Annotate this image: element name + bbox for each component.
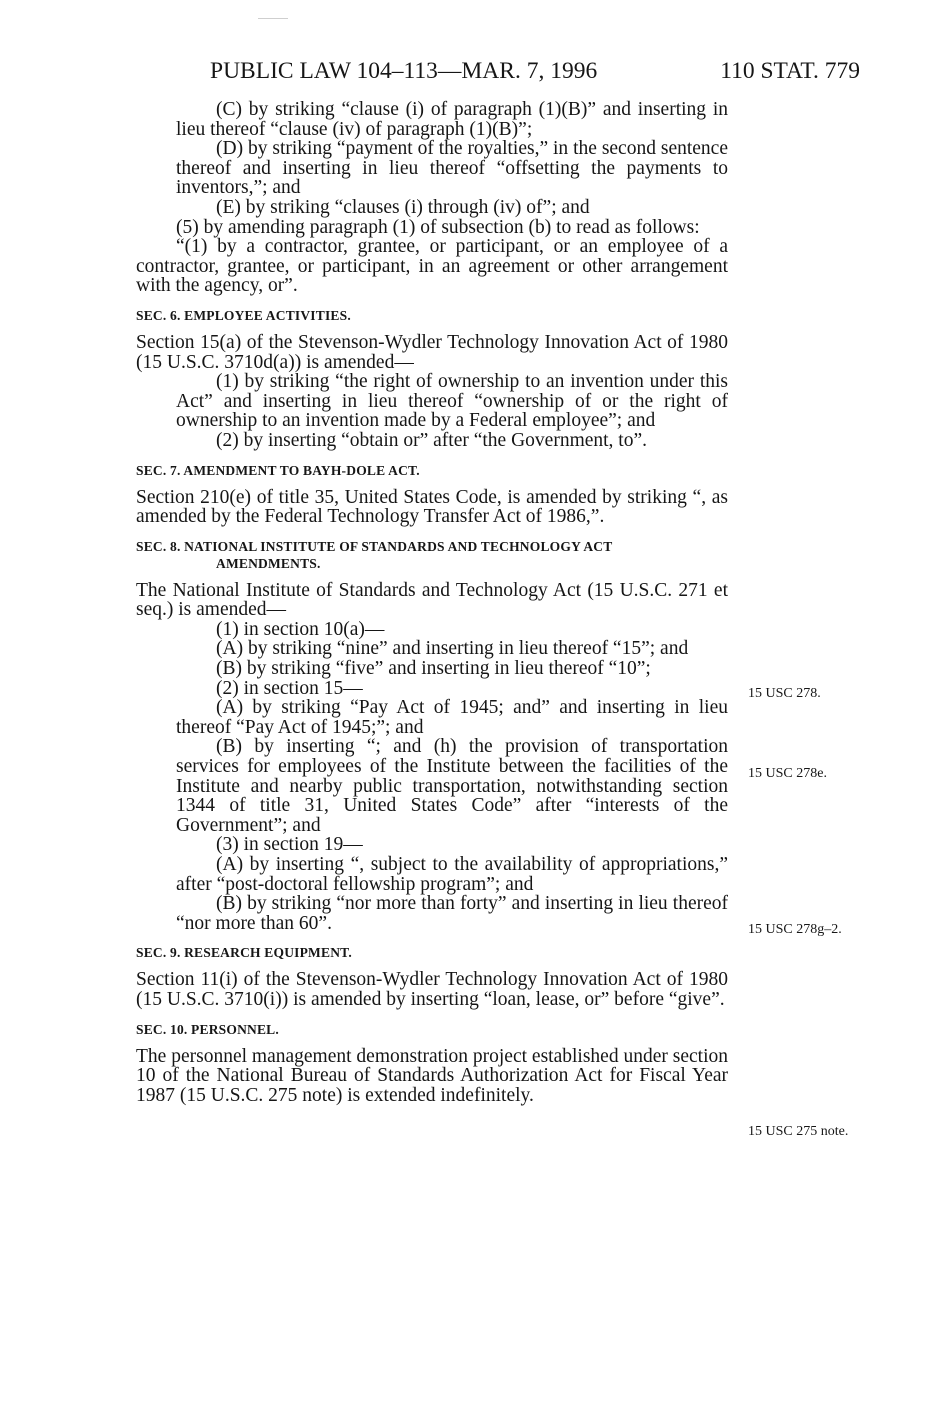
paragraph: (B) by striking “nor more than forty” and inserting in lieu thereof “nor more than 60”.: [176, 893, 728, 934]
paragraph: (D) by striking “payment of the royalties,” in the second sentence thereof and inserting in lieu thereof “offsetting the payments to inventors,”; and: [176, 138, 728, 199]
margin-note: 15 USC 278.: [748, 686, 821, 701]
document-body: [136, 100, 728, 1105]
section-heading-7: SEC. 7. AMENDMENT TO BAYH-DOLE ACT.: [136, 462, 420, 478]
section-heading-10: SEC. 10. PERSONNEL.: [136, 1021, 279, 1037]
paragraph: (1) by striking “the right of ownership to an invention under this Act” and inserting in lieu thereof “ownership of or the right of ownership to an invention made by a Federal employee”; and: [176, 371, 728, 432]
paragraph: The National Institute of Standards and Technology Act (15 U.S.C. 271 et seq.) is amended—: [136, 579, 728, 621]
margin-note: 15 USC 278e.: [748, 766, 827, 781]
section-heading-9: SEC. 9. RESEARCH EQUIPMENT.: [136, 945, 352, 961]
section-heading-8: SEC. 8. NATIONAL INSTITUTE OF STANDARDS AND TECHNOLOGY ACT AMENDMENTS.: [136, 538, 613, 571]
scan-mark: [258, 18, 288, 19]
paragraph: Section 210(e) of title 35, United States Code, is amended by striking “, as amended by the Federal Technology Transfer Act of 1986,”.: [136, 486, 728, 528]
paragraph: (3) in section 19—: [216, 834, 363, 856]
paragraph: (2) by inserting “obtain or” after “the Government, to”.: [216, 429, 648, 451]
paragraph: (A) by striking “nine” and inserting in lieu thereof “15”; and: [216, 638, 689, 660]
margin-note: 15 USC 278g–2.: [748, 922, 842, 937]
paragraph: The personnel management demonstration project established under section 10 of the National Bureau of Standards Authorization Act for Fiscal Year 1987 (15 U.S.C. 275 note) is extended indefinitely.: [136, 1045, 728, 1106]
paragraph: (2) in section 15—: [216, 677, 363, 699]
paragraph: (A) by inserting “, subject to the availability of appropriations,” after “post-doctoral fellowship program”; and: [176, 854, 728, 895]
section-heading-6: SEC. 6. EMPLOYEE ACTIVITIES.: [136, 307, 351, 323]
paragraph: (E) by striking “clauses (i) through (iv) of”; and: [216, 196, 590, 218]
header-stat-page: 110 STAT. 779: [720, 58, 860, 84]
paragraph: (B) by striking “five” and inserting in lieu thereof “10”;: [216, 658, 651, 680]
paragraph: (5) by amending paragraph (1) of subsection (b) to read as follows:: [176, 216, 700, 238]
paragraph: Section 15(a) of the Stevenson-Wydler Technology Innovation Act of 1980 (15 U.S.C. 3710d(a)) is amended—: [136, 331, 728, 373]
paragraph: (C) by striking “clause (i) of paragraph (1)(B)” and inserting in lieu thereof “clause (iv) of paragraph (1)(B)”;: [176, 99, 728, 140]
quoted-paragraph: “(1) by a contractor, grantee, or participant, or an employee of a contractor, grantee, or participant, in an agreement or other arrangement with the agency, or”.: [136, 236, 728, 297]
page-header: [210, 55, 860, 87]
margin-note: 15 USC 275 note.: [748, 1124, 849, 1139]
paragraph: (A) by striking “Pay Act of 1945; and” and inserting in lieu thereof “Pay Act of 1945;”; and: [176, 697, 728, 738]
paragraph: (1) in section 10(a)—: [216, 618, 385, 640]
paragraph: (B) by inserting “; and (h) the provision of transportation services for employees of the Institute between the facilities of the Institute and nearby public transportation, notwithstanding section 1344 of title 31, United States Code” after “interests of the Government”; and: [176, 736, 728, 836]
paragraph: Section 11(i) of the Stevenson-Wydler Technology Innovation Act of 1980 (15 U.S.C. 3710(i)) is amended by inserting “loan, lease, or” before “give”.: [136, 969, 728, 1010]
header-public-law: PUBLIC LAW 104–113—MAR. 7, 1996: [210, 58, 598, 84]
